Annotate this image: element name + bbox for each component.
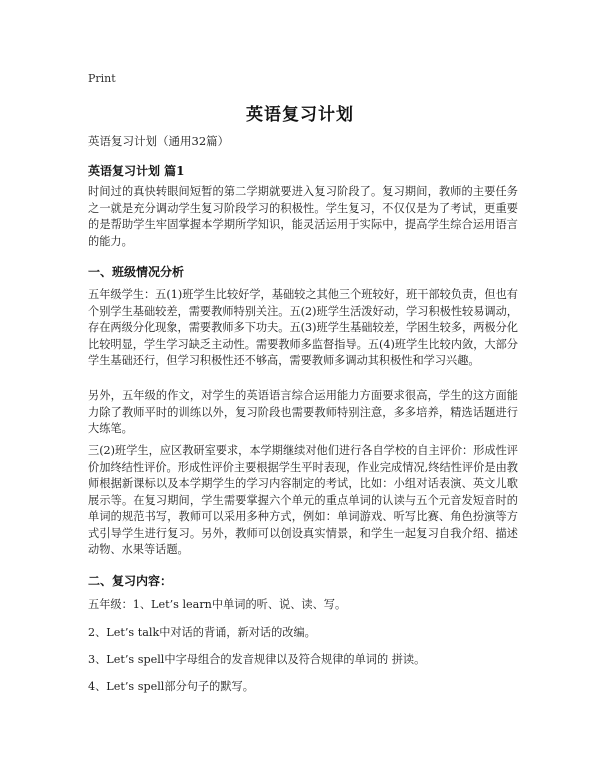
section1-paragraph-3: 三(2)班学生，应区教研室要求，本学期继续对他们进行各自学校的自主评价：形成性评价加终结性评价。形成性评价主要根据学生平时表现，作业完成情况,终结性评价是由教师根据新课标以及本学期学生的学习内容制定的考试，比如：小组对话表演、英文儿歌展示等。在复习期间，学生需要掌握六个单元的重点单词的认读与五个元音发短音时的单词的规范书写，教师可以采用多种方式，例如：单词游戏、听写比赛、角色扮演等方式引导学生进行复习。另外，教师可以创设真实情景，和学生一起复习自我介绍、描述动物、水果等话题。	[88, 444, 518, 556]
document-title: 英语复习计划	[246, 105, 354, 125]
section1-paragraph-2: 另外，五年级的作文，对学生的英语语言综合运用能力方面要求很高，学生的这方面能力除了教师平时的训练以外，复习阶段也需要教师特别注意，多多培养，精选话题进行大练笔。	[88, 389, 518, 435]
review-item-3: 3、Let’s spell中字母组合的发音规律以及符合规律的单词的 拼读。	[88, 653, 426, 666]
section1-paragraph-1: 五年级学生：五(1)班学生比较好学，基础较之其他三个班较好，班干部较负责，但也有个别学生基础较差，需要教师特别关注。五(2)班学生活泼好动，学习积极性较易调动，存在两级分化现象，需要教师多下功夫。五(3)班学生基础较差，学困生较多，两极分化比较明显，学生学习缺乏主动性。需要教师多监督指导。五(4)班学生比较内敛，大部分学生基础还行，但学习积极性还不够高，需要教师多调动其积极性和学习兴趣。	[88, 288, 518, 367]
review-item-2: 2、Let’s talk中对话的背诵，新对话的改编。	[88, 626, 316, 639]
document-subtitle: 英语复习计划（通用32篇）	[88, 134, 230, 148]
review-item-4: 4、Let’s spell部分句子的默写。	[88, 680, 254, 693]
section2-heading: 二、复习内容：	[88, 574, 173, 588]
article-heading: 英语复习计划 篇1	[88, 164, 185, 178]
intro-paragraph: 时间过的真快转眼间短暂的第二学期就要进入复习阶段了。复习期间，教师的主要任务之一就是充分调动学生复习阶段学习的积极性。学生复习，不仅仅是为了考试，更重要的是帮助学生牢固掌握本学期所学知识，能灵活运用于实际中，提高学生综合运用语言的能力。	[88, 185, 518, 248]
section1-heading: 一、班级情况分析	[88, 265, 185, 279]
review-item-1: 五年级：1、Let’s learn中单词的听、说、读、写。	[88, 598, 347, 611]
print-label[interactable]: Print	[88, 72, 116, 85]
